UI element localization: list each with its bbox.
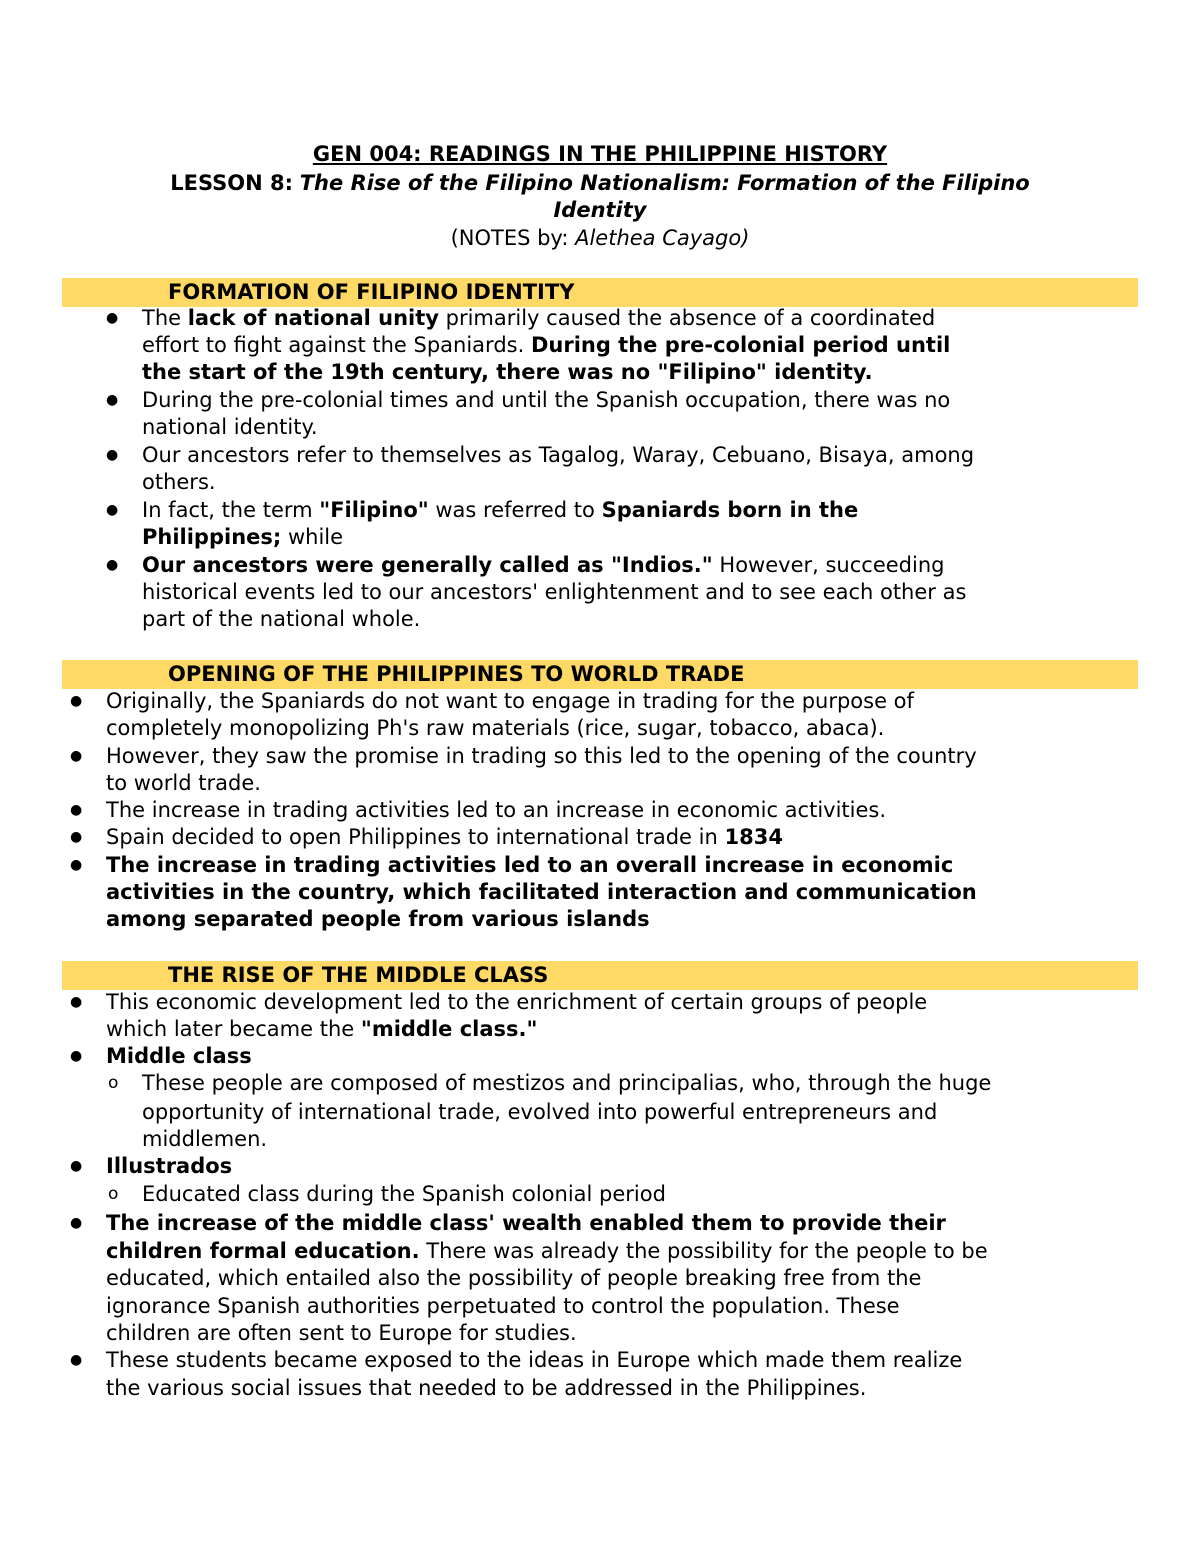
section-title: FORMATION OF FILIPINO IDENTITY	[168, 280, 575, 304]
lesson-label: LESSON 8:	[170, 171, 294, 195]
list-item-line: others.	[142, 470, 216, 494]
list-item-line: historical events led to our ancestors' enlightenment and to see each other as	[142, 580, 967, 604]
list-item-line: These people are composed of mestizos and principalias, who, through the huge	[142, 1071, 992, 1095]
list-item-line: Spain decided to open Philippines to international trade in 1834	[106, 825, 783, 849]
list-item-line: activities in the country, which facilitated interaction and communication	[106, 880, 977, 904]
list-item-line: middlemen.	[142, 1127, 268, 1151]
section-heading-bar	[62, 278, 1138, 307]
list-item-line: which later became the "middle class."	[106, 1017, 538, 1041]
bullet-icon: ●	[70, 1352, 83, 1368]
list-item-line: Originally, the Spaniards do not want to engage in trading for the purpose of	[106, 689, 914, 713]
list-item-line: the various social issues that needed to be addressed in the Philippines.	[106, 1376, 867, 1400]
list-item-line: educated, which entailed also the possibility of people breaking free from the	[106, 1266, 922, 1290]
list-item-line: Our ancestors were generally called as "Indios." However, succeeding	[142, 553, 945, 577]
section-title: THE RISE OF THE MIDDLE CLASS	[168, 963, 549, 987]
bullet-icon: ●	[70, 1048, 83, 1064]
list-item-line: children are often sent to Europe for studies.	[106, 1321, 577, 1345]
list-item-line: In fact, the term "Filipino" was referred to Spaniards born in the	[142, 498, 859, 522]
section-title: OPENING OF THE PHILIPPINES TO WORLD TRADE	[168, 662, 745, 686]
lesson-heading	[60, 170, 1140, 224]
bullet-icon: ●	[70, 748, 83, 764]
lesson-title-line2: Identity	[553, 198, 647, 222]
list-item-line: the start of the 19th century, there was no "Filipino" identity.	[142, 360, 873, 384]
list-item-line: among separated people from various islands	[106, 907, 650, 931]
list-item-line: These students became exposed to the ideas in Europe which made them realize	[106, 1348, 963, 1372]
bullet-icon: ●	[70, 829, 83, 845]
bullet-icon: ●	[106, 502, 119, 518]
bullet-icon: ●	[70, 857, 83, 873]
list-item-line: The increase of the middle class' wealth enabled them to provide their	[106, 1211, 946, 1235]
list-item-line: children formal education. There was already the possibility for the people to be	[106, 1239, 988, 1263]
bullet-icon: ●	[70, 1158, 83, 1174]
section-heading-bar	[62, 961, 1138, 990]
notes-credit	[60, 226, 1140, 250]
list-item-line: national identity.	[142, 415, 318, 439]
notes-open: (NOTES by:	[450, 226, 569, 250]
list-item-line: However, they saw the promise in trading so this led to the opening of the country	[106, 744, 977, 768]
bullet-icon: ●	[106, 447, 119, 463]
list-item-line: Our ancestors refer to themselves as Tagalog, Waray, Cebuano, Bisaya, among	[142, 443, 975, 467]
document-title: GEN 004: READINGS IN THE PHILIPPINE HISTORY	[312, 142, 888, 166]
section-heading-bar	[62, 660, 1138, 689]
bullet-icon: ●	[70, 802, 83, 818]
sub-bullet-icon: o	[108, 1184, 119, 1204]
bullet-icon: ●	[106, 392, 119, 408]
sub-bullet-icon: o	[108, 1073, 119, 1093]
list-item-line: ignorance Spanish authorities perpetuated to control the population. These	[106, 1294, 900, 1318]
list-item-line: opportunity of international trade, evolved into powerful entrepreneurs and	[142, 1100, 938, 1124]
list-item-line: Middle class	[106, 1044, 252, 1068]
list-item-line: Philippines; while	[142, 525, 344, 549]
notes-author: Alethea Cayago)	[575, 226, 750, 250]
list-item-line: Illustrados	[106, 1154, 233, 1178]
bullet-icon: ●	[70, 994, 83, 1010]
list-item-line: The increase in trading activities led to an overall increase in economic	[106, 853, 954, 877]
list-item-line: part of the national whole.	[142, 607, 421, 631]
list-item-line: completely monopolizing Ph's raw materials (rice, sugar, tobacco, abaca).	[106, 716, 885, 740]
list-item-line: Educated class during the Spanish colonial period	[142, 1182, 666, 1206]
list-item-line: effort to fight against the Spaniards. During the pre-colonial period until	[142, 333, 951, 357]
bullet-icon: ●	[70, 1215, 83, 1231]
list-item-line: The increase in trading activities led to an increase in economic activities.	[106, 798, 887, 822]
list-item-line: The lack of national unity primarily caused the absence of a coordinated	[142, 306, 936, 330]
list-item-line: to world trade.	[106, 771, 261, 795]
lesson-title-line1: The Rise of the Filipino Nationalism: Formation of the Filipino	[299, 171, 1030, 195]
list-item-line: During the pre-colonial times and until the Spanish occupation, there was no	[142, 388, 951, 412]
bullet-icon: ●	[106, 557, 119, 573]
bullet-icon: ●	[70, 693, 83, 709]
list-item-line: This economic development led to the enrichment of certain groups of people	[106, 990, 928, 1014]
bullet-icon: ●	[106, 310, 119, 326]
